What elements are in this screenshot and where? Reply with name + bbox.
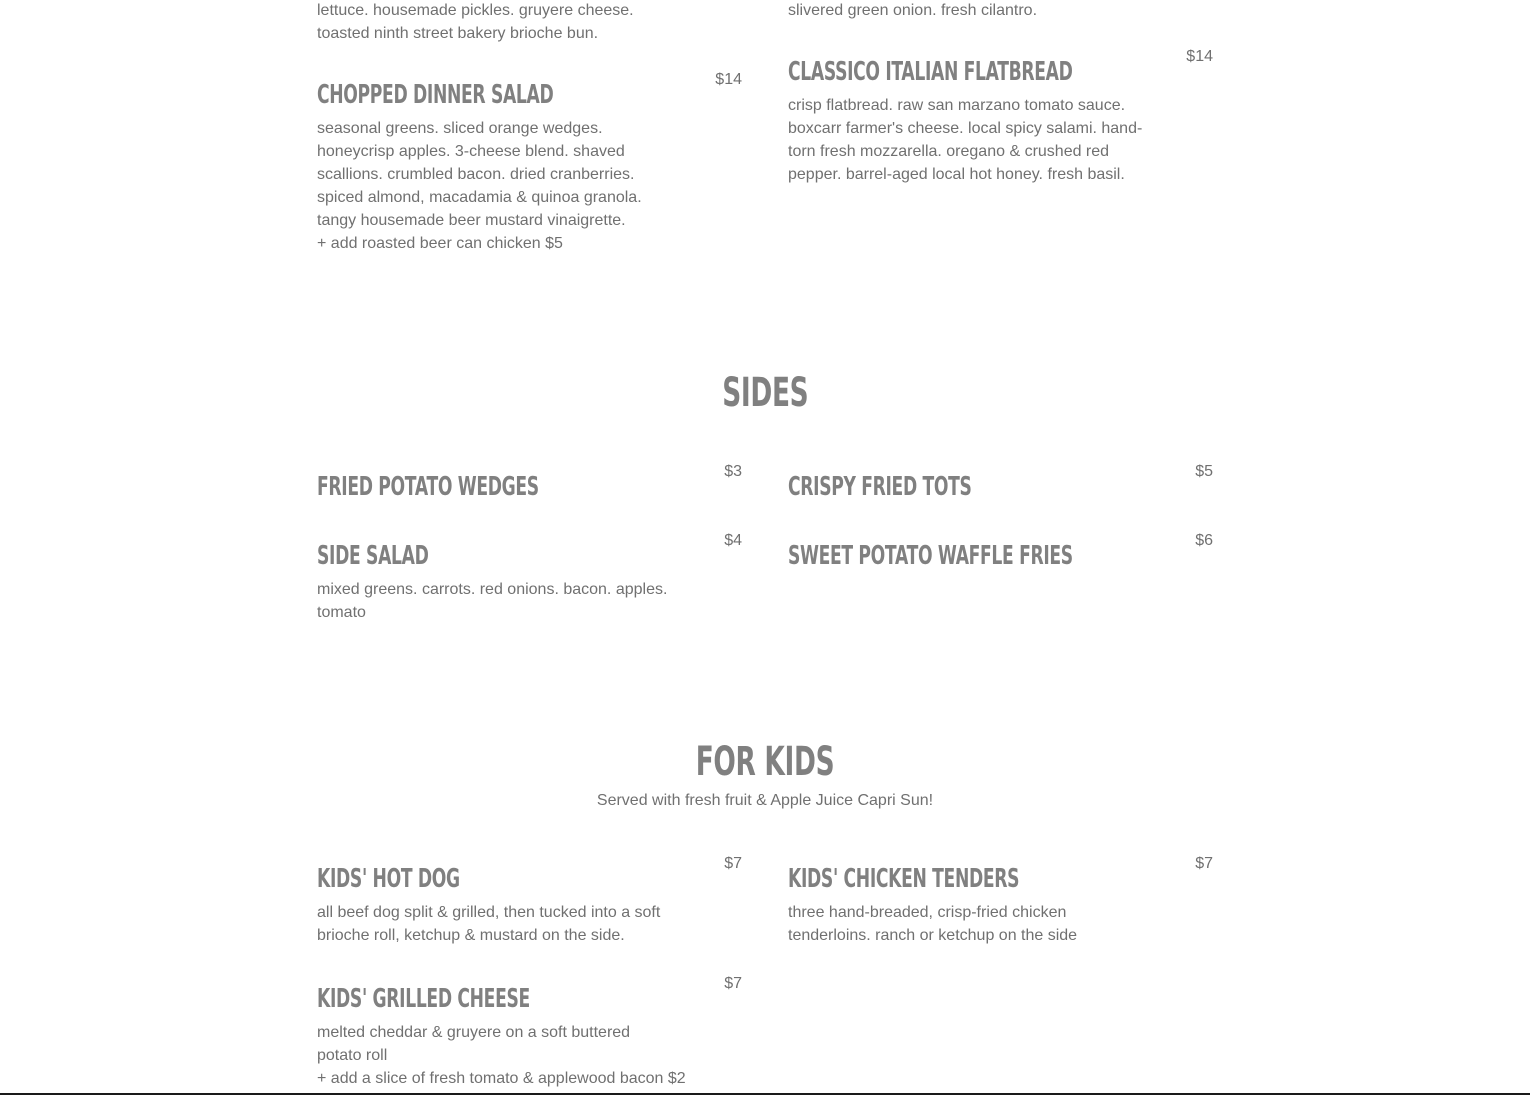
- description-line: tenderloins. ranch or ketchup on the side: [788, 927, 1078, 944]
- item-price: $4: [724, 532, 742, 549]
- menu-item-side-salad: [317, 532, 742, 624]
- item-name: FRIED POTATO WEDGES: [317, 472, 539, 502]
- item-description: [317, 901, 697, 947]
- description-line: + add a slice of fresh tomato & applewood bacon $2: [317, 1070, 686, 1087]
- description-line: lettuce. housemade pickles. gruyere cheese.: [317, 2, 634, 19]
- item-description: [788, 94, 1168, 186]
- item-description: [788, 901, 1133, 947]
- description-line: pepper. barrel-aged local hot honey. fresh basil.: [788, 166, 1125, 183]
- description-line: spiced almond, macadamia & quinoa granola.: [317, 189, 642, 206]
- item-name: SIDE SALAD: [317, 541, 429, 571]
- menu-item-crispy-fried-tots: [788, 463, 1213, 503]
- description-line: scallions. crumbled bacon. dried cranberries.: [317, 166, 635, 183]
- description-line: honeycrisp apples. 3-cheese blend. shaved: [317, 143, 625, 160]
- menu-item-sweet-potato-waffle-fries: [788, 532, 1213, 572]
- item-price: $7: [1195, 855, 1213, 872]
- item-description: [317, 0, 662, 45]
- item-name: CRISPY FRIED TOTS: [788, 472, 972, 502]
- item-description: [317, 578, 697, 624]
- item-name: KIDS' HOT DOG: [317, 864, 460, 894]
- item-description: [788, 0, 1133, 22]
- item-description: [317, 1021, 686, 1090]
- menu-item-fried-potato-wedges: [317, 463, 742, 503]
- description-line: tangy housemade beer mustard vinaigrette.: [317, 212, 626, 229]
- description-line: tomato: [317, 604, 366, 621]
- description-line: + add roasted beer can chicken $5: [317, 235, 563, 252]
- item-name: SWEET POTATO WAFFLE FRIES: [788, 541, 1073, 571]
- item-price: $7: [724, 855, 742, 872]
- description-line: seasonal greens. sliced orange wedges.: [317, 120, 603, 137]
- description-line: all beef dog split & grilled, then tucked into a soft: [317, 904, 661, 921]
- description-line: brioche roll, ketchup & mustard on the side.: [317, 927, 625, 944]
- menu-item-kids-chicken-tenders: [788, 855, 1213, 947]
- item-name: KIDS' CHICKEN TENDERS: [788, 864, 1020, 894]
- description-line: melted cheddar & gruyere on a soft buttered: [317, 1024, 631, 1041]
- description-line: boxcarr farmer's cheese. local spicy salami. hand-: [788, 120, 1143, 137]
- description-line: crisp flatbread. raw san marzano tomato sauce.: [788, 97, 1126, 114]
- item-price: $6: [1195, 532, 1213, 549]
- menu-item-kids-grilled-cheese: [317, 975, 742, 1090]
- item-name: CHOPPED DINNER SALAD: [317, 80, 554, 110]
- item-price: $7: [724, 975, 742, 992]
- item-name: KIDS' GRILLED CHEESE: [317, 984, 530, 1014]
- description-line: three hand-breaded, crisp-fried chicken: [788, 904, 1067, 921]
- section-title-sides: [0, 369, 1530, 417]
- menu-item-partial-right: [788, 0, 1213, 22]
- section-title-text: SIDES: [721, 370, 809, 416]
- description-line: mixed greens. carrots. red onions. bacon. apples.: [317, 581, 668, 598]
- section-subtitle-for-kids: Served with fresh fruit & Apple Juice Capri Sun!: [596, 792, 934, 809]
- item-name: CLASSICO ITALIAN FLATBREAD: [788, 57, 1073, 87]
- menu-item-kids-hot-dog: [317, 855, 742, 947]
- menu-item-chopped-dinner-salad: [317, 71, 742, 255]
- item-description: [317, 117, 662, 255]
- description-line: potato roll: [317, 1047, 388, 1064]
- description-line: toasted ninth street bakery brioche bun.: [317, 25, 599, 42]
- item-price: $14: [715, 71, 742, 88]
- item-price: $3: [724, 463, 742, 480]
- section-title-text: FOR KIDS: [695, 739, 835, 785]
- menu-item-partial-left: [317, 0, 742, 45]
- description-line: torn fresh mozzarella. oregano & crushed red: [788, 143, 1110, 160]
- item-price: $14: [1186, 48, 1213, 65]
- item-price: $5: [1195, 463, 1213, 480]
- description-line: slivered green onion. fresh cilantro.: [788, 2, 1038, 19]
- section-title-for-kids: [0, 738, 1530, 786]
- menu-item-classico-italian-flatbread: [788, 48, 1213, 186]
